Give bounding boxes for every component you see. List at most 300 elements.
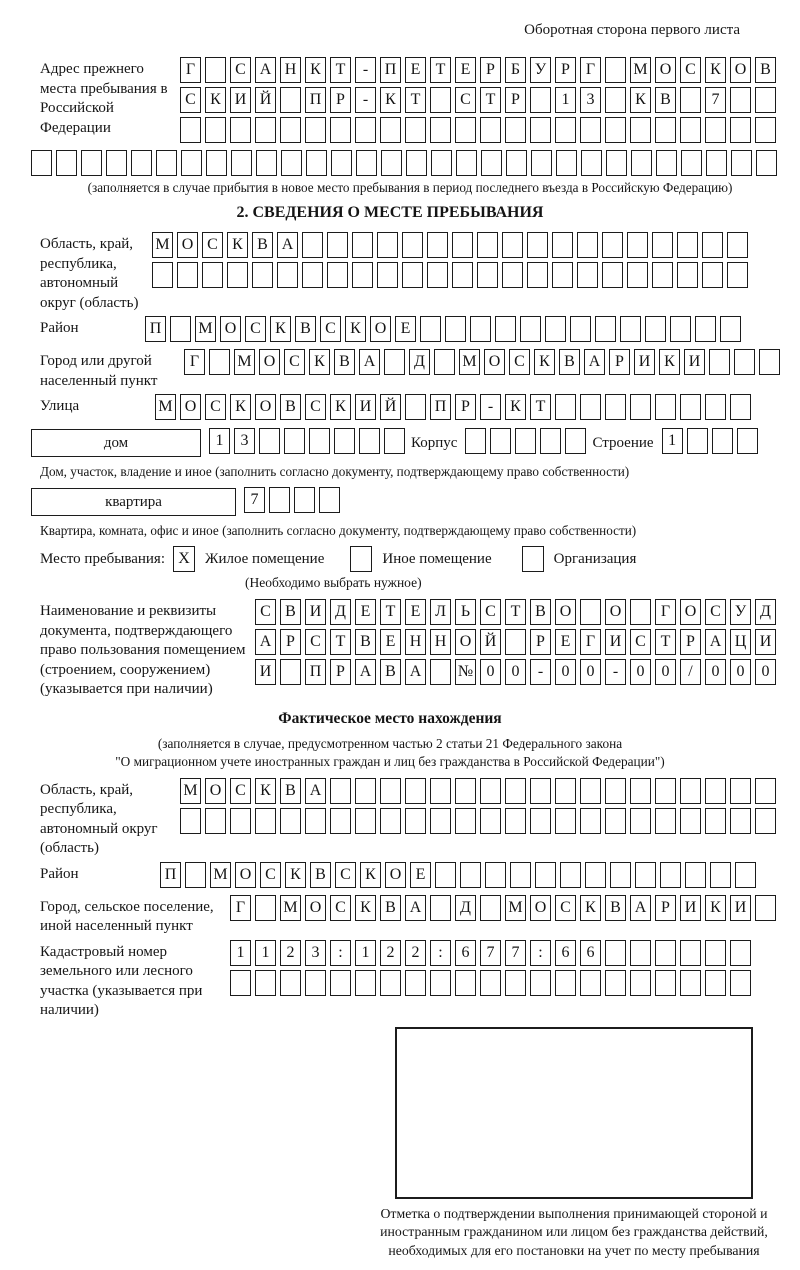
char-cell (330, 117, 351, 143)
char-cell (655, 940, 676, 966)
char-cell (702, 232, 723, 258)
prev-address-label: Адрес прежнего места пребывания в Российской Федерации (40, 61, 168, 136)
char-cell (605, 808, 626, 834)
char-cell (280, 87, 301, 113)
house-label-box (31, 429, 201, 457)
char-cell (477, 232, 498, 258)
document-field (40, 599, 780, 700)
char-cell (181, 150, 202, 176)
char-cell (680, 940, 701, 966)
char-cell (610, 862, 631, 888)
char-cell (595, 316, 616, 342)
char-cell (330, 808, 351, 834)
char-cell (356, 150, 377, 176)
char-cell (485, 862, 506, 888)
char-cell: 1 (662, 428, 683, 454)
char-cell: В (380, 659, 401, 685)
char-cell (330, 778, 351, 804)
char-cell (230, 970, 251, 996)
char-cell: О (220, 316, 241, 342)
char-cell (730, 970, 751, 996)
char-cell (81, 150, 102, 176)
char-cell: М (630, 57, 651, 83)
char-cell: Р (330, 659, 351, 685)
char-cell (255, 117, 276, 143)
street-row (155, 394, 751, 420)
char-cell (710, 862, 731, 888)
char-cell (355, 808, 376, 834)
char-cell: Р (505, 87, 526, 113)
district-row (145, 316, 741, 342)
char-cell: Т (505, 599, 526, 625)
char-cell: Г (180, 57, 201, 83)
char-cell: В (530, 599, 551, 625)
actual-location-note-line2: "О миграционном учете иностранных граждан и лиц без гражданства в Российской Федерации") (115, 753, 665, 769)
char-cell: О (484, 349, 505, 375)
char-cell (755, 778, 776, 804)
char-cell (430, 895, 451, 921)
char-cell (630, 117, 651, 143)
char-cell (530, 117, 551, 143)
char-cell: : (430, 940, 451, 966)
char-cell: О (305, 895, 326, 921)
char-cell (680, 970, 701, 996)
char-cell (709, 349, 730, 375)
char-cell: С (705, 599, 726, 625)
prev-address-field (40, 57, 780, 147)
char-cell (177, 262, 198, 288)
apartment-row (31, 487, 780, 517)
char-cell: С (305, 629, 326, 655)
char-cell: К (305, 57, 326, 83)
actual-region-label: Область, край, республика, автономный округ (область) (40, 781, 158, 856)
char-cell (202, 262, 223, 288)
char-cell: 2 (380, 940, 401, 966)
char-cell: О (455, 629, 476, 655)
char-cell (735, 862, 756, 888)
char-cell: 6 (455, 940, 476, 966)
char-cell: М (280, 895, 301, 921)
char-cell (555, 808, 576, 834)
cadastral-label: Кадастровый номер земельного или лесного участка (указывается при наличии) (40, 943, 203, 1018)
char-cell (712, 428, 733, 454)
char-cell (480, 895, 501, 921)
char-cell (540, 428, 561, 454)
stay-type-note: (Необходимо выбрать нужное) (245, 575, 422, 590)
char-cell: М (505, 895, 526, 921)
char-cell (152, 262, 173, 288)
char-cell (510, 862, 531, 888)
char-cell (309, 428, 330, 454)
char-cell (685, 862, 706, 888)
char-cell (227, 262, 248, 288)
char-cell: В (310, 862, 331, 888)
stay-type-row (40, 546, 780, 572)
char-cell (660, 862, 681, 888)
char-cell: 3 (580, 87, 601, 113)
char-cell: М (195, 316, 216, 342)
page-side-note: Оборотная сторона первого листа (524, 22, 740, 38)
char-cell (705, 808, 726, 834)
char-cell (645, 316, 666, 342)
char-cell (377, 262, 398, 288)
char-cell (630, 970, 651, 996)
char-cell (655, 778, 676, 804)
char-cell (670, 316, 691, 342)
prev-address-row-1 (180, 57, 776, 83)
char-cell (545, 316, 566, 342)
char-cell: А (255, 629, 276, 655)
char-cell: С (260, 862, 281, 888)
char-cell (480, 117, 501, 143)
char-cell (555, 970, 576, 996)
char-cell (652, 262, 673, 288)
char-cell: 1 (230, 940, 251, 966)
char-cell: Н (405, 629, 426, 655)
char-cell: М (155, 394, 176, 420)
actual-region-field (40, 778, 780, 859)
actual-region-row-1 (180, 778, 776, 804)
char-cell (530, 808, 551, 834)
char-cell (330, 970, 351, 996)
char-cell (255, 808, 276, 834)
char-cell: Е (410, 862, 431, 888)
char-cell (205, 808, 226, 834)
char-cell: О (605, 599, 626, 625)
char-cell (331, 150, 352, 176)
char-cell (352, 262, 373, 288)
char-cell: Р (530, 629, 551, 655)
char-cell: А (405, 659, 426, 685)
char-cell (630, 778, 651, 804)
char-cell (302, 262, 323, 288)
char-cell: 6 (580, 940, 601, 966)
char-cell: Ц (730, 629, 751, 655)
char-cell (620, 316, 641, 342)
char-cell: В (605, 895, 626, 921)
char-cell (580, 117, 601, 143)
char-cell: К (705, 895, 726, 921)
char-cell: С (480, 599, 501, 625)
char-cell (705, 117, 726, 143)
char-cell: 3 (234, 428, 255, 454)
char-cell (185, 862, 206, 888)
stroenie-label: Строение (592, 434, 654, 451)
char-cell (755, 808, 776, 834)
char-cell: М (180, 778, 201, 804)
char-cell: С (630, 629, 651, 655)
district-field (40, 316, 780, 346)
char-cell: Н (280, 57, 301, 83)
region-field (40, 232, 780, 313)
char-cell: Г (230, 895, 251, 921)
actual-location-title: Фактическое место нахождения (278, 709, 502, 727)
char-cell: К (659, 349, 680, 375)
char-cell (555, 117, 576, 143)
char-cell (730, 117, 751, 143)
char-cell: О (205, 778, 226, 804)
char-cell (277, 262, 298, 288)
prev-address-cell-rows (180, 57, 776, 147)
street-field (40, 394, 780, 424)
char-cell (605, 394, 626, 420)
char-cell (560, 862, 581, 888)
char-cell: 7 (480, 940, 501, 966)
char-cell (305, 970, 326, 996)
char-cell: Е (395, 316, 416, 342)
char-cell (580, 394, 601, 420)
char-cell: Р (455, 394, 476, 420)
apartment-label-box (31, 488, 236, 516)
char-cell (259, 428, 280, 454)
char-cell: И (730, 895, 751, 921)
char-cell (477, 262, 498, 288)
char-cell: С (180, 87, 201, 113)
char-cell: 1 (355, 940, 376, 966)
char-cell: 1 (255, 940, 276, 966)
char-cell (355, 778, 376, 804)
city-label: Город или другой населенный пункт (40, 353, 158, 389)
char-cell: 3 (305, 940, 326, 966)
char-cell: Т (380, 599, 401, 625)
char-cell: 6 (555, 940, 576, 966)
prev-address-row-2 (180, 87, 776, 113)
char-cell (606, 150, 627, 176)
char-cell: 0 (505, 659, 526, 685)
char-cell: Т (530, 394, 551, 420)
char-cell (520, 316, 541, 342)
region-cell-rows (152, 232, 748, 292)
char-cell: К (205, 87, 226, 113)
char-cell: Н (430, 629, 451, 655)
char-cell: К (630, 87, 651, 113)
char-cell: У (730, 599, 751, 625)
char-cell (209, 349, 230, 375)
house-label: дом (103, 434, 129, 451)
char-cell (680, 394, 701, 420)
char-cell (730, 940, 751, 966)
char-cell (180, 117, 201, 143)
char-cell (455, 808, 476, 834)
char-cell (680, 117, 701, 143)
char-cell: 0 (655, 659, 676, 685)
actual-city-label: Город, сельское поселение, иной населенный пункт (40, 898, 214, 934)
char-cell: Е (455, 57, 476, 83)
char-cell (456, 150, 477, 176)
char-cell (535, 862, 556, 888)
char-cell (556, 150, 577, 176)
char-cell (530, 970, 551, 996)
cadastral-row-1 (230, 940, 751, 966)
char-cell: Й (255, 87, 276, 113)
char-cell (269, 487, 290, 513)
char-cell (430, 659, 451, 685)
char-cell (56, 150, 77, 176)
char-cell: М (210, 862, 231, 888)
char-cell (431, 150, 452, 176)
char-cell (306, 150, 327, 176)
char-cell: - (355, 87, 376, 113)
char-cell: - (605, 659, 626, 685)
char-cell (294, 487, 315, 513)
char-cell (334, 428, 355, 454)
char-cell: К (580, 895, 601, 921)
actual-region-cell-rows (180, 778, 776, 838)
char-cell (755, 117, 776, 143)
char-cell (605, 87, 626, 113)
char-cell: 1 (555, 87, 576, 113)
char-cell (430, 87, 451, 113)
document-cell-rows (255, 599, 776, 689)
char-cell: А (305, 778, 326, 804)
char-cell: К (355, 895, 376, 921)
other-premises-checkbox (350, 546, 372, 572)
char-cell (570, 316, 591, 342)
char-cell: А (705, 629, 726, 655)
char-cell (305, 117, 326, 143)
char-cell (605, 117, 626, 143)
char-cell (577, 232, 598, 258)
char-cell (730, 87, 751, 113)
char-cell (435, 862, 456, 888)
char-cell: К (227, 232, 248, 258)
char-cell (406, 150, 427, 176)
char-cell (490, 428, 511, 454)
char-cell (405, 117, 426, 143)
district-label: Район (40, 320, 79, 336)
char-cell: С (230, 778, 251, 804)
char-cell (280, 808, 301, 834)
char-cell (720, 316, 741, 342)
organization-checkbox (522, 546, 544, 572)
char-cell: М (459, 349, 480, 375)
char-cell (680, 808, 701, 834)
char-cell (695, 316, 716, 342)
char-cell: О (555, 599, 576, 625)
char-cell (652, 232, 673, 258)
char-cell: П (145, 316, 166, 342)
char-cell (730, 394, 751, 420)
char-cell (552, 232, 573, 258)
char-cell (430, 778, 451, 804)
confirmation-stamp-box (395, 1027, 753, 1199)
char-cell: Й (380, 394, 401, 420)
confirmation-stamp-note: Отметка о подтверждении выполнения принимающей стороной и иностранным гражданином или лицом без гражданства действий, необходимых для его постановки на учет по месту пребывания (380, 1205, 768, 1258)
char-cell (230, 808, 251, 834)
char-cell (581, 150, 602, 176)
char-cell (430, 970, 451, 996)
char-cell (455, 970, 476, 996)
region-row-2 (152, 262, 748, 288)
char-cell: Г (184, 349, 205, 375)
char-cell: - (355, 57, 376, 83)
char-cell (355, 117, 376, 143)
char-cell (677, 262, 698, 288)
char-cell (455, 778, 476, 804)
section2-title: 2. СВЕДЕНИЯ О МЕСТЕ ПРЕБЫВАНИЯ (236, 204, 544, 221)
char-cell: О (730, 57, 751, 83)
char-cell: И (230, 87, 251, 113)
char-cell: А (277, 232, 298, 258)
char-cell (585, 862, 606, 888)
char-cell (577, 262, 598, 288)
char-cell (727, 232, 748, 258)
other-premises-label: Иное помещение (382, 550, 492, 567)
char-cell: Т (405, 87, 426, 113)
char-cell: П (380, 57, 401, 83)
char-cell: О (177, 232, 198, 258)
char-cell (206, 150, 227, 176)
document-row-3 (255, 659, 776, 685)
char-cell: К (309, 349, 330, 375)
region-row-1 (152, 232, 748, 258)
char-cell: К (360, 862, 381, 888)
apartment-label: квартира (105, 493, 162, 510)
char-cell: С (555, 895, 576, 921)
char-cell: С (245, 316, 266, 342)
char-cell (527, 232, 548, 258)
char-cell: А (359, 349, 380, 375)
char-cell (605, 778, 626, 804)
apartment-number-cells (244, 487, 340, 513)
char-cell (680, 87, 701, 113)
char-cell: Д (330, 599, 351, 625)
char-cell (380, 808, 401, 834)
char-cell: 7 (505, 940, 526, 966)
char-cell: Р (280, 629, 301, 655)
document-row-1 (255, 599, 776, 625)
char-cell (384, 349, 405, 375)
house-row (31, 428, 780, 458)
char-cell: Т (330, 57, 351, 83)
char-cell: : (330, 940, 351, 966)
char-cell: 0 (555, 659, 576, 685)
char-cell: А (255, 57, 276, 83)
char-cell: 1 (209, 428, 230, 454)
char-cell (131, 150, 152, 176)
char-cell (630, 599, 651, 625)
char-cell (737, 428, 758, 454)
char-cell (402, 232, 423, 258)
char-cell: О (530, 895, 551, 921)
char-cell: Т (330, 629, 351, 655)
residential-premises-checkbox: X (173, 546, 195, 572)
char-cell (730, 778, 751, 804)
stay-type-label: Место пребывания: (40, 550, 165, 567)
korpus-label: Корпус (411, 434, 458, 451)
char-cell: У (530, 57, 551, 83)
char-cell: 0 (730, 659, 751, 685)
char-cell: П (160, 862, 181, 888)
char-cell (231, 150, 252, 176)
char-cell (565, 428, 586, 454)
char-cell: П (430, 394, 451, 420)
char-cell (452, 232, 473, 258)
char-cell: С (205, 394, 226, 420)
char-cell: Д (409, 349, 430, 375)
char-cell (505, 117, 526, 143)
char-cell (702, 262, 723, 288)
stroenie-cells (662, 428, 758, 454)
apartment-note: Квартира, комната, офис и иное (заполнить согласно документу, подтверждающему право собственности) (40, 523, 637, 538)
char-cell: И (634, 349, 655, 375)
char-cell: В (280, 599, 301, 625)
char-cell (605, 57, 626, 83)
char-cell: О (370, 316, 391, 342)
char-cell: 7 (705, 87, 726, 113)
char-cell: Д (455, 895, 476, 921)
char-cell (580, 808, 601, 834)
